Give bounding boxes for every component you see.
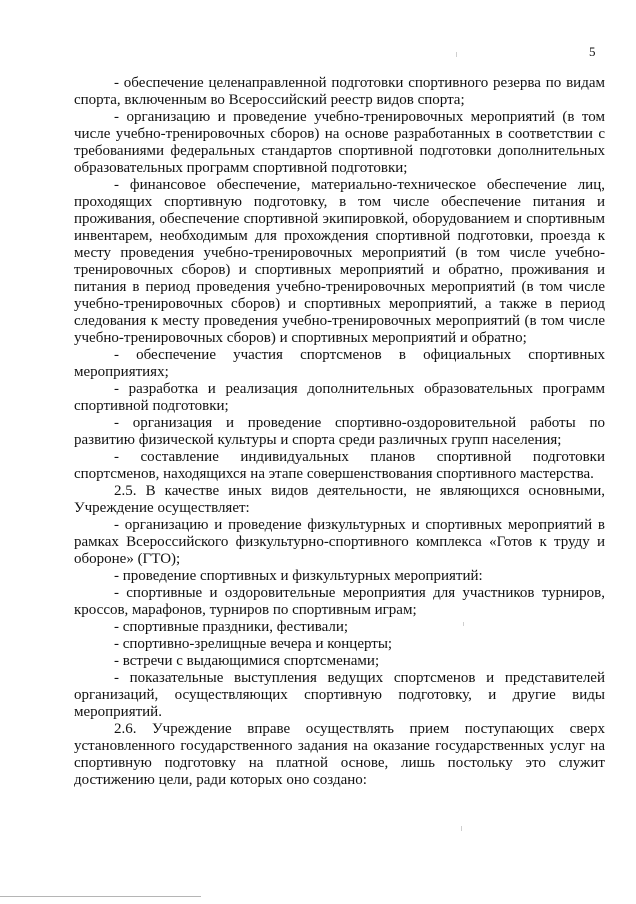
list-item-financial-support: - финансовое обеспечение, материально-техническое обеспечение лиц, проходящих спортивную подготовку, в том числе обеспечение питания и проживания, обеспечение спортивной экипировкой, оборудованием и спортивным инвентарем, необходимым для прохождения спортивной подготовки, проезда к месту проведения учебно-тренировочных мероприятий (в том числе учебно-тренировочных сборов) и спортивных мероприятий и обратно, проживания и питания в период проведения учебно-тренировочных мероприятий (в том числе учебно-тренировочных сборов) и спортивных мероприятий, а также в период следования к месту проведения учебно-тренировочных мероприятий (в том числе учебно-тренировочных сборов) и спортивных мероприятий и обратно; <box>74 177 605 346</box>
section-2-5-intro: 2.5. В качестве иных видов деятельности, не являющихся основными, Учреждение осуществляет: <box>74 483 605 516</box>
list-item-festivals: - спортивные праздники, фестивали; <box>114 619 349 635</box>
scan-speck <box>456 52 457 57</box>
document-body <box>74 75 605 789</box>
list-item-athlete-meetings: - встречи с выдающимися спортсменами; <box>114 653 380 669</box>
section-2-6: 2.6. Учреждение вправе осуществлять прием поступающих сверх установленного государственного задания на оказание государственных услуг на спортивную подготовку на платной основе, лишь постольку это служит достижению цели, ради которых оно создано: <box>74 721 605 788</box>
page-number: 5 <box>589 44 596 59</box>
list-item-program-development: - разработка и реализация дополнительных образовательных программ спортивной подготовки; <box>74 381 605 414</box>
list-item-demonstrations: - показательные выступления ведущих спортсменов и представителей организаций, осуществляющих спортивную подготовку, и другие виды мероприятий. <box>74 670 605 720</box>
list-item-health-work: - организация и проведение спортивно-оздоровительной работы по развитию физической культуры и спорта среди различных групп населения; <box>74 415 605 448</box>
list-item-training-events: - организацию и проведение учебно-тренировочных мероприятий (в том числе учебно-тренировочных сборов) на основе разработанных в соответствии с требованиями федеральных стандартов спортивной подготовки дополнительных образовательных программ спортивной подготовки; <box>74 109 605 176</box>
list-item-athlete-participation: - обеспечение участия спортсменов в официальных спортивных мероприятиях; <box>74 347 605 380</box>
footnote-separator <box>0 896 201 897</box>
list-item-tournaments: - спортивные и оздоровительные мероприятия для участников турниров, кроссов, марафонов, турниров по спортивным играм; <box>74 585 605 618</box>
list-item-sport-events: - проведение спортивных и физкультурных мероприятий: <box>114 568 483 584</box>
list-item-sport-reserve: - обеспечение целенаправленной подготовки спортивного резерва по видам спорта, включенным во Всероссийский реестр видов спорта; <box>74 75 605 108</box>
list-item-individual-plans: - составление индивидуальных планов спортивной подготовки спортсменов, находящихся на этапе совершенствования спортивного мастерства. <box>74 449 605 482</box>
scan-speck <box>461 826 462 831</box>
list-item-concerts: - спортивно-зрелищные вечера и концерты; <box>114 636 393 652</box>
list-item-gto-events: - организацию и проведение физкультурных и спортивных мероприятий в рамках Всероссийского физкультурно-спортивного комплекса «Готов к труду и обороне» (ГТО); <box>74 517 605 567</box>
